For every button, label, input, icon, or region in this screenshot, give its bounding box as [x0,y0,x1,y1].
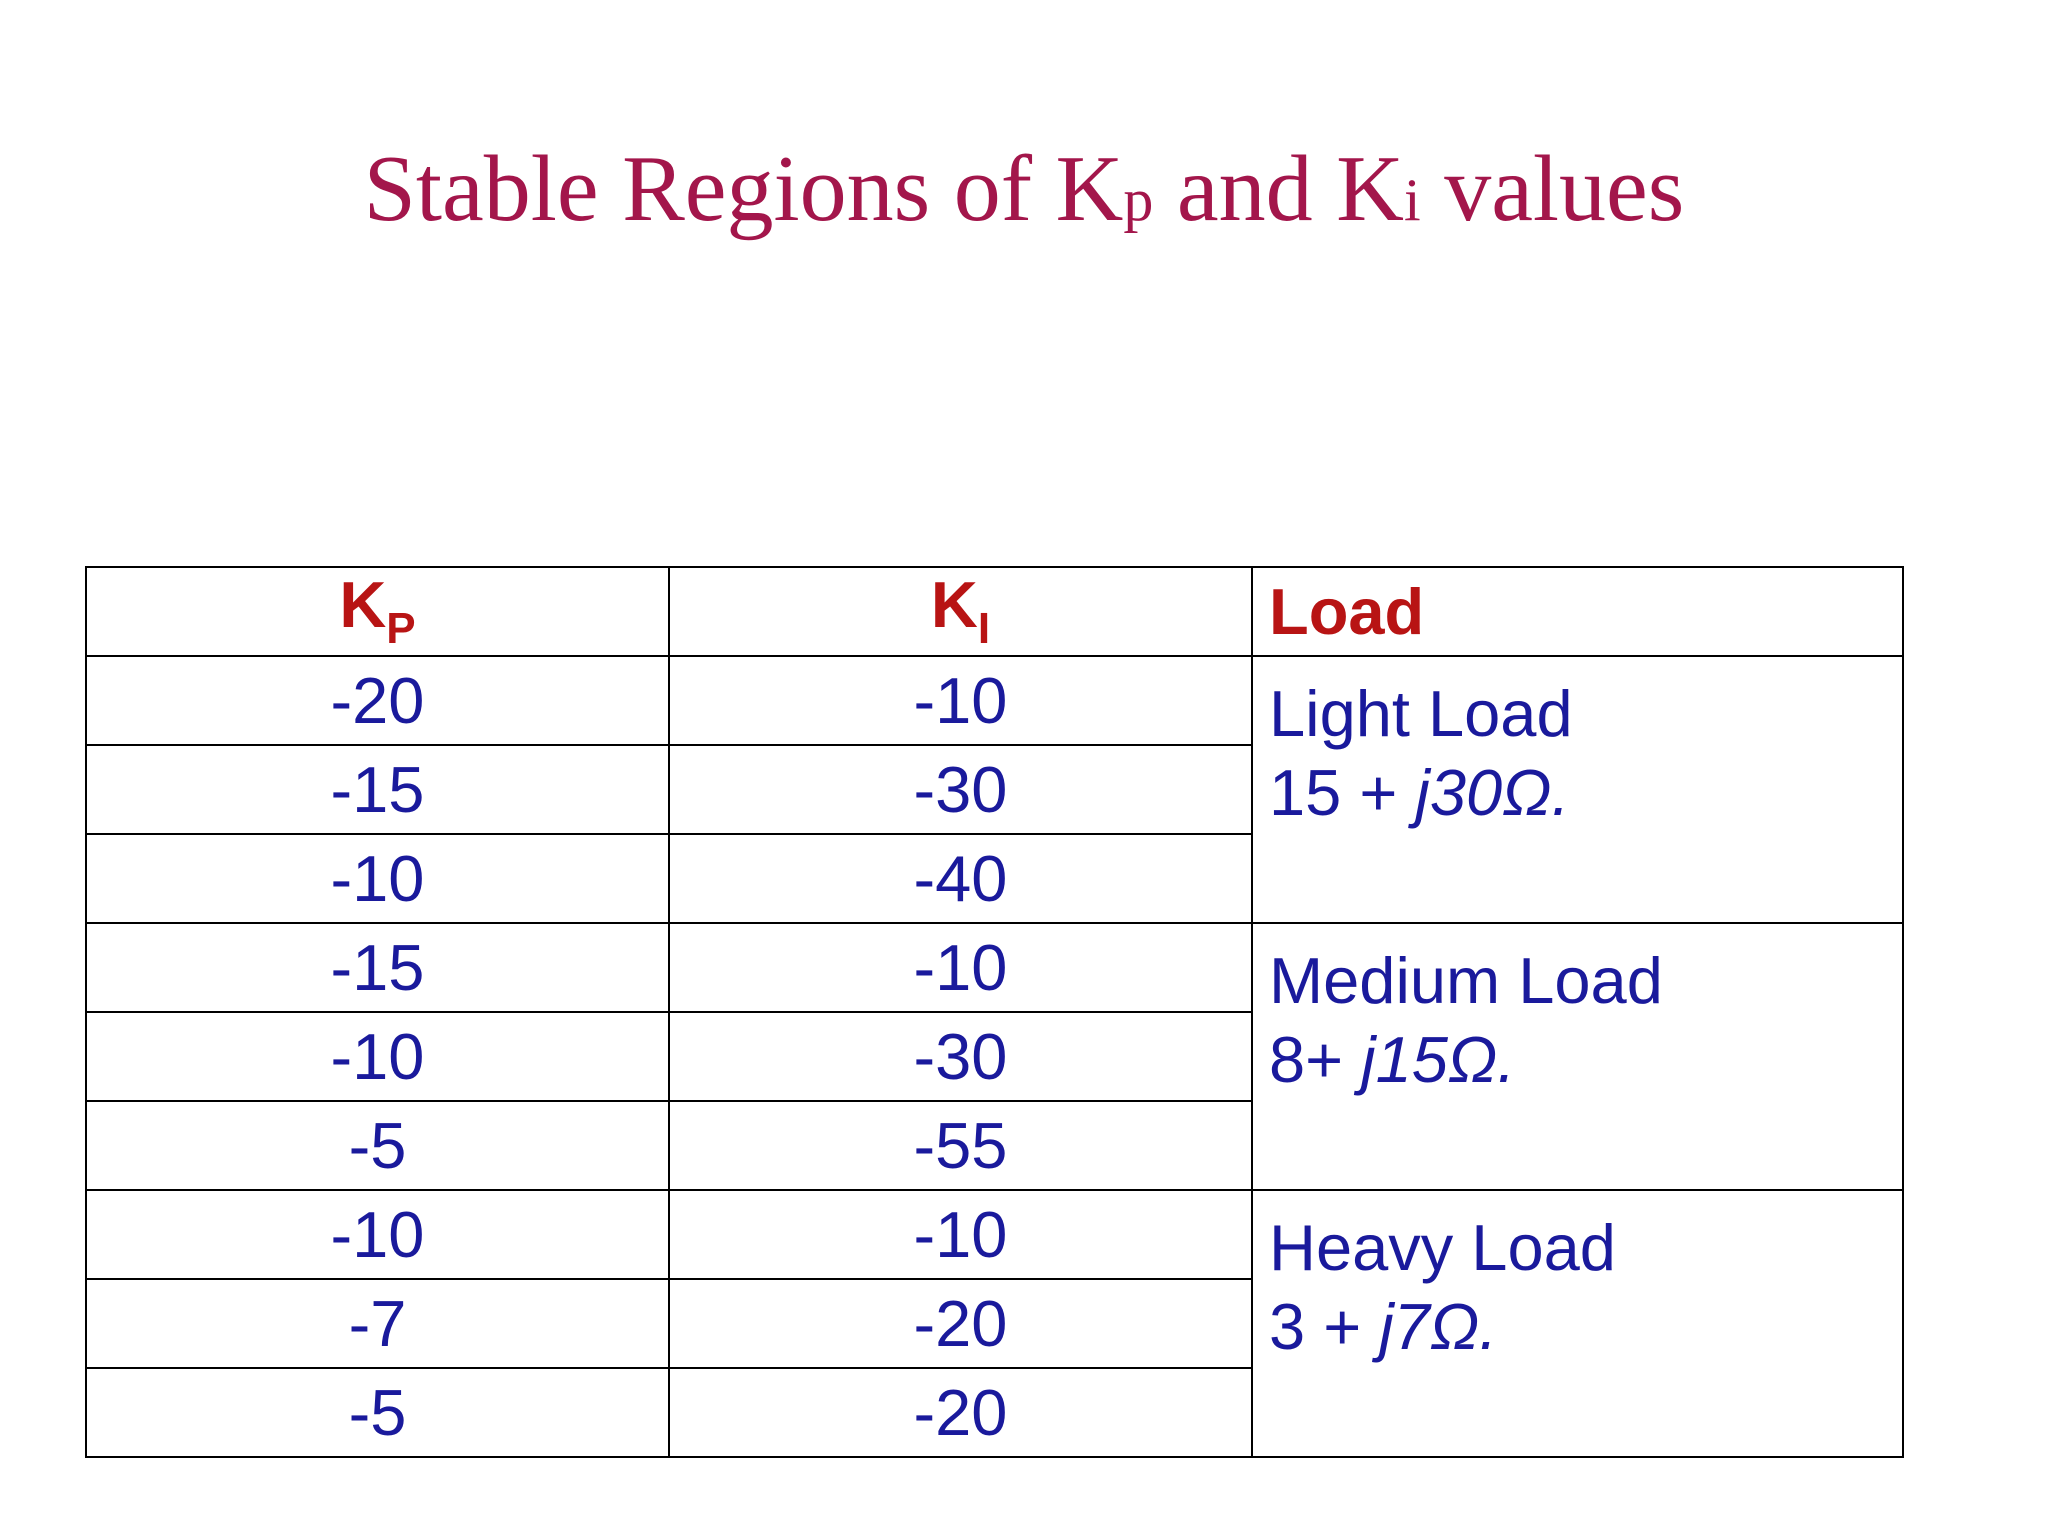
load-cell-light [1252,656,1903,923]
kp-cell: -5 [86,1101,669,1190]
impedance-imag: j7Ω. [1379,1289,1498,1363]
kp-cell: -5 [86,1368,669,1457]
table-header-row [86,567,1903,656]
ki-cell: -40 [669,834,1252,923]
load-name: Heavy Load [1269,1211,1616,1284]
impedance-imag: j15Ω. [1361,1022,1516,1096]
kp-cell: -7 [86,1279,669,1368]
ki-cell: -20 [669,1279,1252,1368]
header-ki-sub: I [977,604,991,653]
ki-cell: -30 [669,1012,1252,1101]
ki-cell: -10 [669,656,1252,745]
table-row [86,656,1903,745]
stability-table [85,566,1904,1458]
impedance-real: 8+ [1269,1022,1362,1096]
kp-cell: -10 [86,834,669,923]
kp-cell: -10 [86,1012,669,1101]
table-row [86,1190,1903,1279]
kp-cell: -15 [86,923,669,1012]
title-subscript-p: p [1123,167,1154,233]
header-kp-sub: P [386,604,416,653]
impedance-real: 3 + [1269,1289,1380,1363]
ki-cell: -55 [669,1101,1252,1190]
header-kp-main: K [339,568,387,641]
ki-cell: -30 [669,745,1252,834]
ki-cell: -10 [669,923,1252,1012]
ki-cell: -10 [669,1190,1252,1279]
header-ki-main: K [930,568,978,641]
load-cell-heavy [1252,1190,1903,1457]
header-ki [669,567,1252,656]
load-name: Medium Load [1269,944,1663,1017]
kp-cell: -10 [86,1190,669,1279]
impedance-imag: j30Ω. [1415,755,1570,829]
header-load: Load [1252,567,1903,656]
kp-cell: -15 [86,745,669,834]
title-prefix: Stable Regions of K [363,137,1124,241]
title-subscript-i: i [1404,167,1421,233]
title-suffix: values [1420,137,1685,241]
slide-title [0,138,2048,241]
ki-cell: -20 [669,1368,1252,1457]
impedance-real: 15 + [1269,755,1416,829]
kp-cell: -20 [86,656,669,745]
title-middle: and K [1153,137,1405,241]
load-cell-medium [1252,923,1903,1190]
load-name: Light Load [1269,677,1573,750]
table-row [86,923,1903,1012]
header-kp [86,567,669,656]
